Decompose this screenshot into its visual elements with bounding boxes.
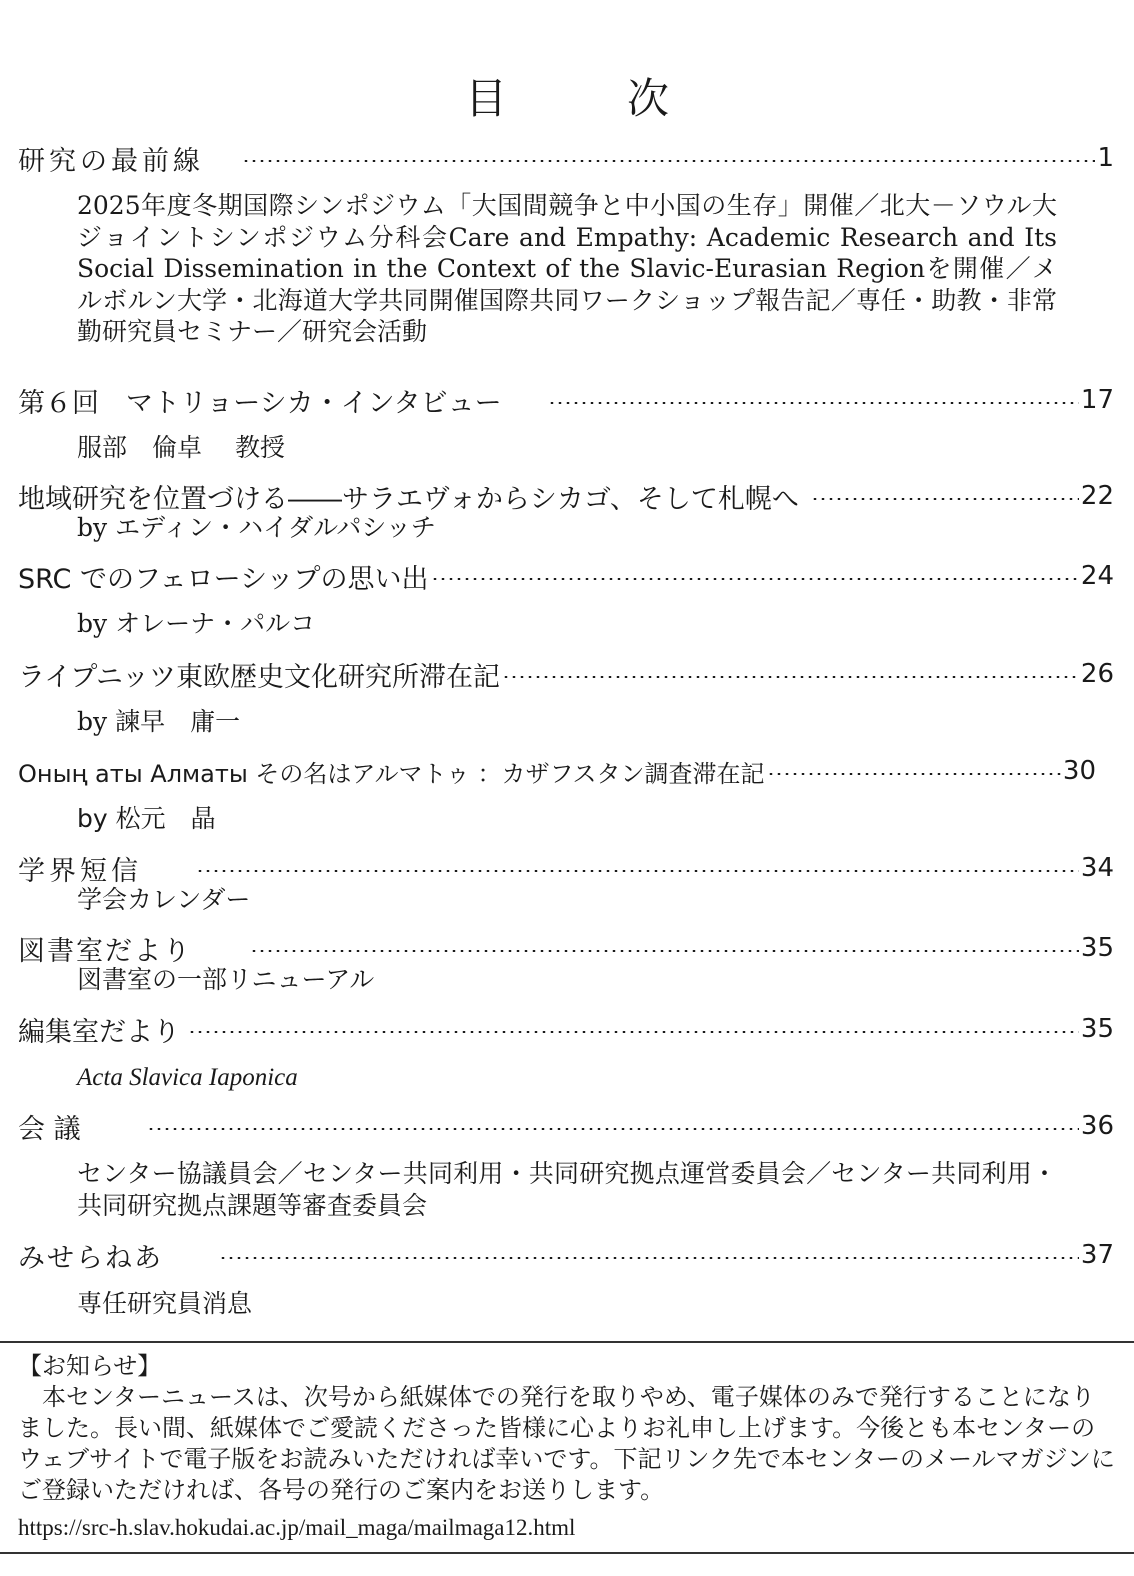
- notice-top-rule: [0, 1341, 1134, 1343]
- toc-entry[interactable]: [18, 654, 1114, 694]
- dot-leader: [196, 870, 1079, 872]
- dot-leader: [767, 773, 1061, 775]
- page-number: 30: [1062, 756, 1096, 786]
- toc-entry[interactable]: [18, 751, 1114, 791]
- dot-leader: [431, 578, 1079, 580]
- page-number: 1: [1097, 143, 1114, 173]
- entry-subtext: Acta Slavica Iaponica: [77, 1064, 298, 1091]
- entry-label: みせらねあ: [18, 1242, 163, 1274]
- notice-link[interactable]: https://src-h.slav.hokudai.ac.jp/mail_maga/mailmaga12.html: [18, 1515, 576, 1540]
- toc-entry[interactable]: [18, 380, 1114, 420]
- page-number: 36: [1080, 1111, 1114, 1141]
- notice-bottom-rule: [0, 1552, 1134, 1554]
- toc-entry[interactable]: [18, 848, 1114, 888]
- entry-subtext: by エディン・ハイダルパシッチ: [77, 513, 436, 542]
- entry-label: 会 議: [18, 1113, 81, 1145]
- entry-label: 図書室だより: [18, 935, 192, 967]
- notice-body: 本センターニュースは、次号から紙媒体での発行を取りやめ、電子媒体のみで発行することになりました。長い間、紙媒体でご愛読くださった皆様に心よりお礼申し上げます。今後とも本センターのウェブサイトで電子版をお読みいただければ幸いです。下記リンク先で本センターのメールマガジンにご登録いただければ、各号の発行のご案内をお送りします。: [18, 1383, 1115, 1504]
- page-number: 34: [1080, 853, 1114, 883]
- entry-subtext: 学会カレンダー: [77, 885, 251, 914]
- page-number: 22: [1080, 481, 1114, 511]
- dot-leader: [250, 950, 1079, 952]
- dot-leader: [188, 1031, 1079, 1033]
- page-number: 35: [1080, 1014, 1114, 1044]
- toc-entry[interactable]: [18, 1235, 1114, 1275]
- title-right: 次: [627, 74, 670, 123]
- entry-label: SRC でのフェローシップの思い出: [18, 563, 429, 595]
- entry-subtext: センター協議員会／センター共同利用・共同研究拠点運営委員会／センター共同利用・共同研究拠点課題等審査委員会: [77, 1159, 1057, 1220]
- toc-entry[interactable]: [18, 928, 1114, 968]
- entry-label: 第６回 マトリョーシカ・インタビュー: [18, 387, 502, 419]
- toc-entry[interactable]: [18, 476, 1114, 516]
- entry-subtext: by 諫早 庸一: [77, 707, 241, 736]
- entry-label: ライプニッツ東欧歴史文化研究所滞在記: [18, 661, 500, 693]
- page-title: [0, 66, 1134, 126]
- page-number: 26: [1080, 659, 1114, 689]
- toc-entry[interactable]: [18, 138, 1114, 178]
- page-number: 35: [1080, 933, 1114, 963]
- entry-label: 地域研究を位置づける――サラエヴォからシカゴ、そして札幌へ: [18, 483, 799, 515]
- page-number: 17: [1080, 385, 1114, 415]
- entry-subtext: 2025年度冬期国際シンポジウム「大国間競争と中小国の生存」開催／北大－ソウル大ジョイントシンポジウム分科会Care and Empathy: Academic Research and Its Social Dissemination in the Context of the Slavic-Eurasian Regionを開催／メルボルン大学・北海道大学共同開催国際共同ワークショップ報告記／専任・助教・非常勤研究員セミナー／研究会活動: [77, 191, 1057, 346]
- dot-leader: [811, 498, 1079, 500]
- dot-leader: [548, 402, 1079, 404]
- toc-entry[interactable]: [18, 1009, 1114, 1049]
- dot-leader: [502, 676, 1079, 678]
- entry-label: 学界短信: [18, 855, 142, 887]
- title-left: 目: [464, 74, 507, 123]
- entry-label: 編集室だより: [18, 1016, 180, 1048]
- dot-leader: [219, 1257, 1079, 1259]
- entry-subtext: by オレーナ・パルコ: [77, 609, 316, 638]
- toc-entry[interactable]: [18, 556, 1114, 596]
- toc-entry[interactable]: [18, 1106, 1114, 1146]
- notice-heading: 【お知らせ】: [18, 1352, 162, 1380]
- entry-subtext: 図書室の一部リニューアル: [77, 965, 375, 994]
- entry-label: Оның аты Алматы その名はアルマトゥ ：カザフスタン調査滞在記: [18, 759, 765, 788]
- dot-leader: [147, 1128, 1079, 1130]
- entry-subtext: 専任研究員消息: [77, 1289, 253, 1318]
- entry-subtext: 服部 倫卓 教授: [77, 433, 285, 462]
- page-number: 24: [1080, 561, 1114, 591]
- entry-subtext: by 松元 晶: [77, 804, 216, 833]
- notice-box: [18, 1351, 1118, 1506]
- page-number: 37: [1080, 1240, 1114, 1270]
- dot-leader: [242, 160, 1095, 162]
- entry-label: 研究の最前線: [18, 145, 204, 177]
